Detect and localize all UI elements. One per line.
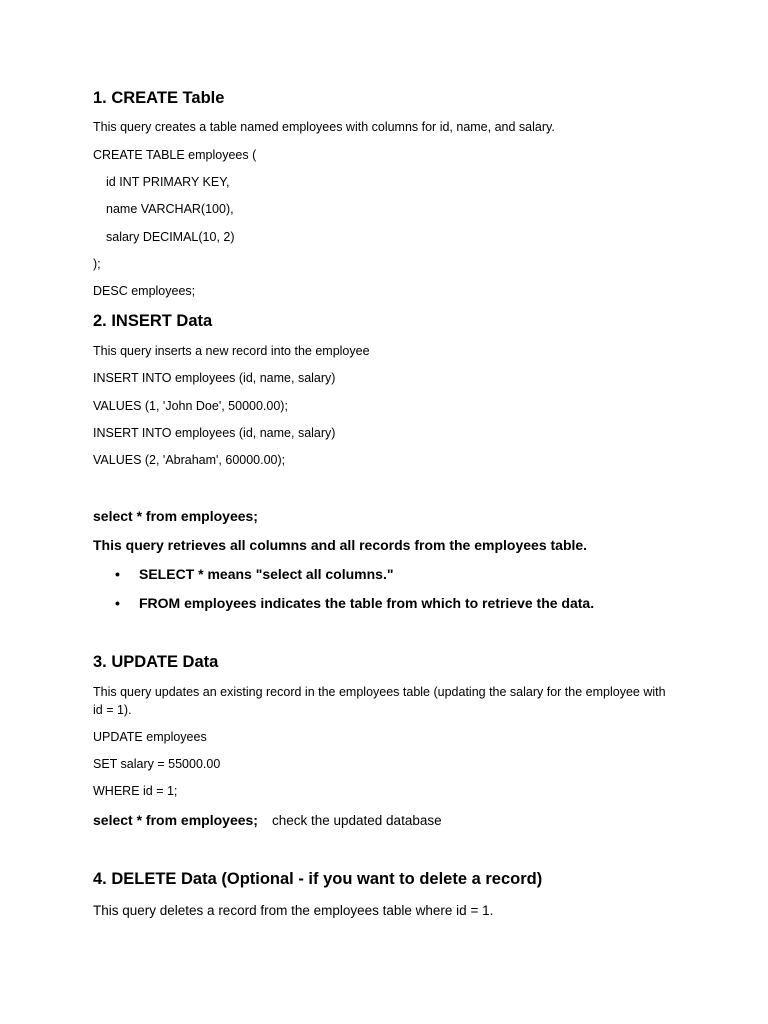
insert-heading: 2. INSERT Data	[93, 312, 213, 330]
insert-code-line: VALUES (2, 'Abraham', 60000.00);	[93, 453, 286, 467]
insert-code-line: VALUES (1, 'John Doe', 50000.00);	[93, 399, 288, 413]
create-code-line: );	[93, 257, 101, 271]
insert-description: This query inserts a new record into the employee	[93, 344, 370, 358]
create-heading: 1. CREATE Table	[93, 89, 225, 107]
bullet-text: SELECT * means "select all columns."	[139, 566, 394, 582]
bullet-text: FROM employees indicates the table from which to retrieve the data.	[139, 595, 595, 611]
update-heading: 3. UPDATE Data	[93, 653, 219, 671]
update-select-line	[93, 811, 442, 830]
create-code-line: name VARCHAR(100),	[106, 202, 234, 216]
insert-code-line: INSERT INTO employees (id, name, salary)	[93, 426, 336, 440]
update-code-line: UPDATE employees	[93, 730, 207, 744]
update-select-note: check the updated database	[271, 813, 442, 828]
create-code-line: id INT PRIMARY KEY,	[106, 175, 230, 189]
create-code-line: DESC employees;	[93, 284, 196, 298]
bullet-icon: •	[115, 566, 120, 582]
update-description: This query updates an existing record in the employees table (updating the salary for the employee with id = 1).	[93, 685, 666, 717]
insert-code-line: INSERT INTO employees (id, name, salary)	[93, 371, 336, 385]
update-code-line: SET salary = 55000.00	[93, 757, 221, 771]
select-description: This query retrieves all columns and all records from the employees table.	[93, 537, 588, 553]
delete-description: This query deletes a record from the employees table where id = 1.	[93, 903, 494, 918]
update-select-query: select * from employees;	[93, 812, 258, 828]
list-item	[115, 565, 393, 583]
select-query: select * from employees;	[93, 508, 258, 524]
create-description: This query creates a table named employees with columns for id, name, and salary.	[93, 120, 555, 134]
bullet-icon: •	[115, 595, 120, 611]
update-code-line: WHERE id = 1;	[93, 784, 178, 798]
create-code-line: CREATE TABLE employees (	[93, 148, 257, 162]
delete-heading: 4. DELETE Data (Optional - if you want to delete a record)	[93, 870, 543, 888]
list-item	[115, 594, 594, 612]
create-code-line: salary DECIMAL(10, 2)	[106, 230, 235, 244]
